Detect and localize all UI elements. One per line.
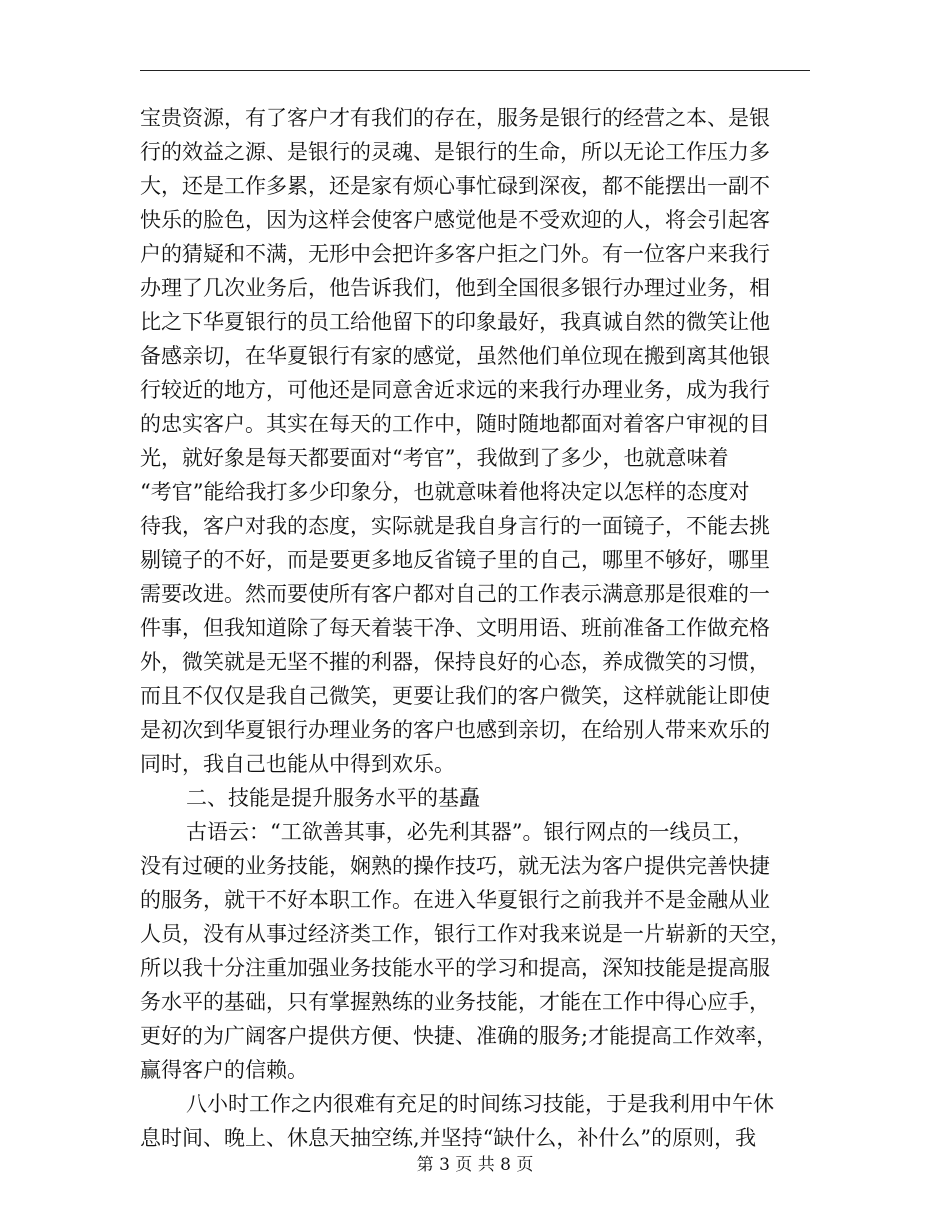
text-line: 户的猜疑和不满，无形中会把许多客户拒之门外。有一位客户来我行 [140,242,770,266]
text-line: 比之下华夏银行的员工给他留下的印象最好，我真诚自然的微笑让他 [140,310,770,334]
text-line: “考官”能给我打多少印象分，也就意味着他将决定以怎样的态度对 [140,480,750,504]
page-number: 第 3 页 共 8 页 [416,1155,534,1175]
text-line: 待我，客户对我的态度，实际就是我自身言行的一面镜子，不能去挑 [140,514,770,538]
text-line: 古语云：“工欲善其事，必先利其器”。银行网点的一线员工， [186,820,754,844]
body-text [140,101,810,1155]
text-line: 的服务，就干不好本职工作。在进入华夏银行之前我并不是金融从业 [140,888,770,912]
text-line: 人员，没有从事过经济类工作，银行工作对我来说是一片崭新的天空， [140,922,791,946]
text-line: 快乐的脸色，因为这样会使客户感觉他是不受欢迎的人，将会引起客 [140,208,770,232]
text-line: 外，微笑就是无坚不摧的利器，保持良好的心态，养成微笑的习惯， [140,650,770,674]
text-line: 办理了几次业务后，他告诉我们，他到全国很多银行办理过业务，相 [140,276,770,300]
text-line: 是初次到华夏银行办理业务的客户也感到亲切，在给别人带来欢乐的 [140,718,770,742]
text-line: 的忠实客户。其实在每天的工作中，随时随地都面对着客户审视的目 [140,412,770,436]
text-line: 所以我十分注重加强业务技能水平的学习和提高，深知技能是提高服 [140,956,770,980]
text-line: 大，还是工作多累，还是家有烦心事忙碌到深夜，都不能摆出一副不 [140,174,770,198]
text-line: 赢得客户的信赖。 [140,1058,308,1082]
text-line: 行较近的地方，可他还是同意舍近求远的来我行办理业务，成为我行 [140,378,770,402]
text-line: 更好的为广阔客户提供方便、快捷、准确的服务;才能提高工作效率， [140,1024,778,1048]
text-line: 息时间、晚上、休息天抽空练,并坚持“缺什么，补什么”的原则，我 [140,1126,757,1150]
text-line: 而且不仅仅是我自己微笑，更要让我们的客户微笑，这样就能让即使 [140,684,770,708]
text-line: 光，就好象是每天都要面对“考官”，我做到了多少，也就意味着 [140,446,729,470]
text-line: 行的效益之源、是银行的灵魂、是银行的生命，所以无论工作压力多 [140,140,770,164]
text-line: 二、技能是提升服务水平的基矗 [186,786,480,810]
text-line: 需要改进。然而要使所有客户都对自己的工作表示满意那是很难的一 [140,582,770,606]
text-line: 剔镜子的不好，而是要更多地反省镜子里的自己，哪里不够好，哪里 [140,548,770,572]
text-line: 务水平的基础，只有掌握熟练的业务技能，才能在工作中得心应手， [140,990,770,1014]
text-line: 没有过硬的业务技能，娴熟的操作技巧，就无法为客户提供完善快捷 [140,854,770,878]
text-line: 宝贵资源，有了客户才有我们的存在，服务是银行的经营之本、是银 [140,106,770,130]
text-line: 件事，但我知道除了每天着装干净、文明用语、班前准备工作做充格 [140,616,770,640]
text-line: 八小时工作之内很难有充足的时间练习技能，于是我利用中午休 [186,1092,774,1116]
text-line: 备感亲切，在华夏银行有家的感觉，虽然他们单位现在搬到离其他银 [140,344,770,368]
text-line: 同时，我自己也能从中得到欢乐。 [140,752,455,776]
header-rule [140,70,810,71]
